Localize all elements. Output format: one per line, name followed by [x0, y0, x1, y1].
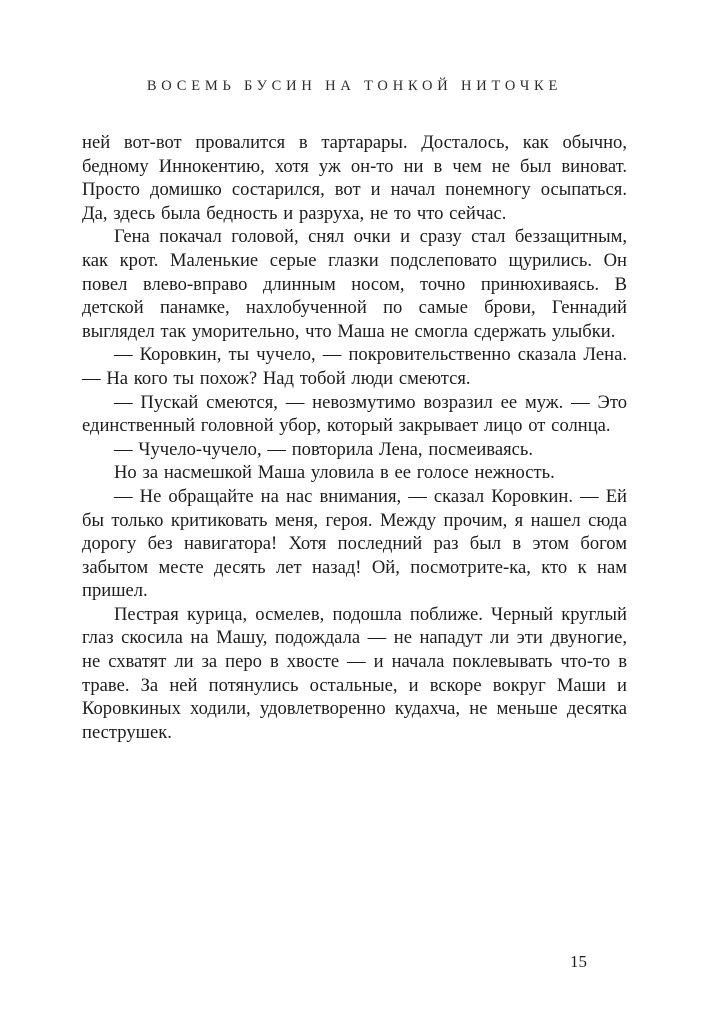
paragraph: Но за насмешкой Маша уловила в ее голосе нежность.	[114, 462, 555, 484]
paragraph: Пестрая курица, осмелев, подошла поближе. Черный круглый глаз скосила на Машу, подождала — не нападут ли эти двуногие, не схватят ли за перо в хвосте — и начала поклевывать что-то в траве. За ней потянулись остальные, и вскоре вокруг Маши и Коровкиных ходили, удовлетворенно кудахча, не меньше десятка пеструшек.	[82, 603, 627, 743]
paragraph: Гена покачал головой, снял очки и сразу стал беззащитным, как крот. Маленькие серые глазки подслеповато щурились. Он повел влево-вправо длинным носом, точно принюхиваясь. В детской панамке, нахлобученной по самые брови, Геннадий выглядел так уморительно, что Маша не смогла сдержать улыбки.	[82, 226, 627, 342]
page-number: 15	[570, 952, 587, 971]
paragraph: ней вот-вот провалится в тартарары. Досталось, как обычно, бедному Иннокентию, хотя уж он-то ни в чем не был виноват. Просто домишко состарился, вот и начал понемногу осыпаться. Да, здесь была бедность и разруха, не то что сейчас.	[82, 132, 627, 224]
paragraph: — Коровкин, ты чучело, — покровительственно сказала Лена. — На кого ты похож? Над тобой люди смеются.	[82, 344, 627, 389]
paragraph: — Пускай смеются, — невозмутимо возразил ее муж. — Это единственный головной убор, который закрывает лицо от солнца.	[82, 391, 627, 437]
body-text	[82, 131, 627, 744]
paragraph: — Не обращайте на нас внимания, — сказал Коровкин. — Ей бы только критиковать меня, героя. Между прочим, я нашел сюда дорогу без навигатора! Хотя последний раз был в этом богом забытом месте десять лет назад! Ой, посмотрите-ка, кто к нам пришел.	[82, 485, 627, 602]
running-title: ВОСЕМЬ БУСИН НА ТОНКОЙ НИТОЧКЕ	[146, 78, 563, 94]
paragraph: — Чучело-чучело, — повторила Лена, посмеиваясь.	[114, 438, 534, 460]
